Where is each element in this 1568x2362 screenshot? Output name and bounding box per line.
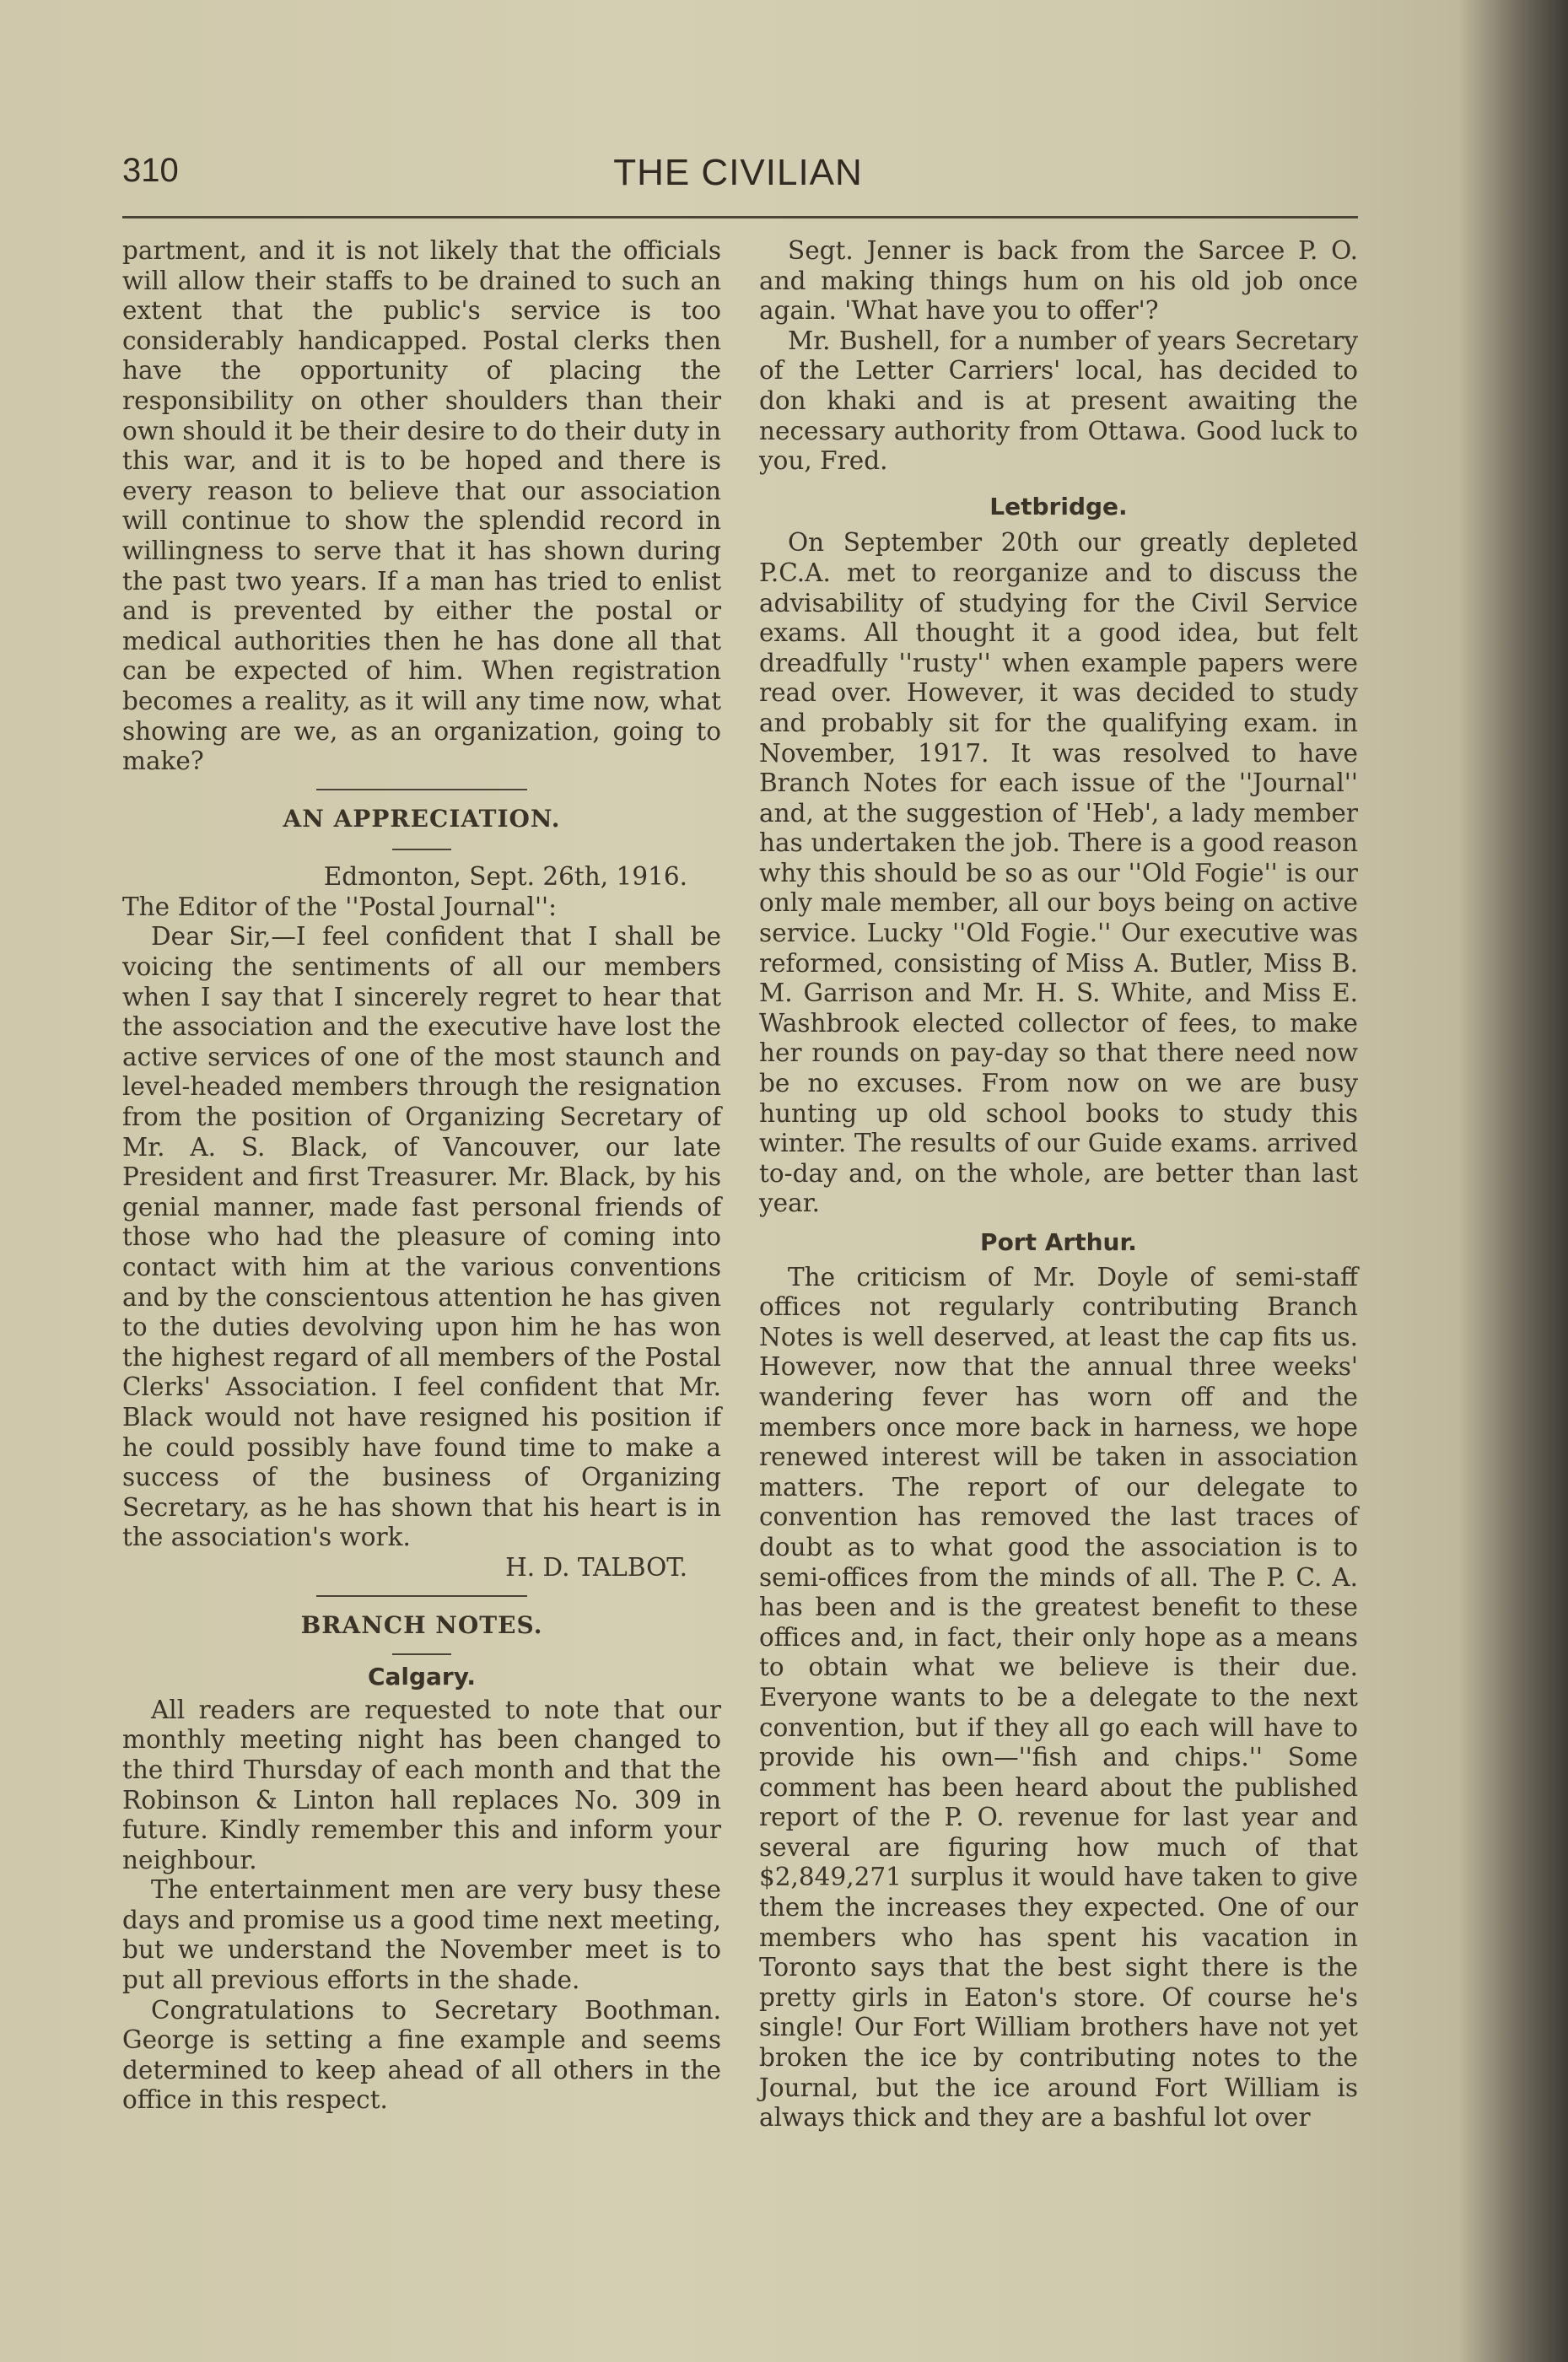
calgary-heading: Calgary.	[367, 1663, 477, 1691]
bushell-paragraph: Mr. Bushell, for a number of years Secretary of the Letter Carriers' local, has decided to don khaki and is at present awaiting the necessary authority from Ottawa. Good luck to you, Fred.	[759, 326, 1358, 476]
letter-salutation: The Editor of the ''Postal Journal'':	[122, 892, 558, 921]
letter-dateline: Edmonton, Sept. 26th, 1916.	[323, 862, 687, 892]
letter-body: Dear Sir,—I feel confident that I shall be voicing the sentiments of all our members when I say that I sincerely regret to hear that the association and the executive have lost the active services of one of the most staunch and level-headed members through the resignation from the position of Organizing Secretary of Mr. A. S. Black, of Vancouver, our late President and first Treasurer. Mr. Black, by his genial manner, made fast personal friends of those who had the pleasure of coming into contact with him at the various conventions and by the conscientous attention he has given to the duties devolving upon him he has won the highest regard of all members of the Postal Clerks' Association. I feel confident that Mr. Black would not have resigned his position if he could possibly have found time to make a success of the business of Organizing Secretary, as he has shown that his heart is in the association's work.	[122, 922, 721, 1552]
lethbridge-paragraph: On September 20th our greatly depleted P.C.A. met to reorganize and to discuss the advisability of studying for the Civil Service exams. All thought it a good idea, but felt dreadfully ''rusty'' when example papers were read over. However, it was decided to study and probably sit for the qualifying exam. in November, 1917. It was resolved to have Branch Notes for each issue of the ''Journal'' and, at the suggestion of 'Heb', a lady member has undertaken the job. There is a good reason why this should be so as our ''Old Fogie'' is our only male member, all our boys being on active service. Lucky ''Old Fogie.'' Our executive was reformed, consisting of Miss A. Butler, Miss B. M. Garrison and Mr. H. S. White, and Miss E. Washbrook elected collector of fees, to make her rounds on pay-day so that there need now be no excuses. From now on we are busy hunting up old school books to study this winter. The results of our Guide exams. arrived to-day and, on the whole, are better than last year.	[759, 528, 1358, 1218]
header-rule	[122, 216, 1358, 218]
lethbridge-heading: Letbridge.	[989, 492, 1128, 520]
journal-title: THE CIVILIAN	[613, 152, 863, 193]
appreciation-heading: AN APPRECIATION.	[283, 804, 561, 833]
branch-notes-heading: BRANCH NOTES.	[300, 1610, 543, 1639]
section-divider	[316, 789, 527, 790]
continuation-paragraph: partment, and it is not likely that the officials will allow their staffs to be drained to such an extent that the public's service is too considerably handicapped. Postal clerks then have the opportunity of placing the responsibility on other shoulders than their own should it be their desire to do their duty in this war, and it is to be hoped and there is every reason to believe that our association will continue to show the splendid record in willingness to serve that it has shown during the past two years. If a man has tried to enlist and is prevented by either the postal or medical authorities then he has done all that can be expected of him. When registration becomes a reality, as it will any time now, what showing are we, as an organization, going to make?	[122, 236, 721, 776]
calgary-paragraph: The entertainment men are very busy these days and promise us a good time next meeting, but we understand the November meet is to put all previous efforts in the shade.	[122, 1875, 721, 1995]
short-divider	[392, 1653, 451, 1655]
letter-signature: H. D. TALBOT.	[505, 1552, 687, 1582]
short-divider	[392, 849, 451, 850]
calgary-paragraph: All readers are requested to note that our monthly meeting night has been changed to the third Thursday of each month and that the Robinson & Linton hall replaces No. 309 in future. Kindly remember this and inform your neighbour.	[122, 1695, 721, 1874]
right-column	[759, 236, 1358, 2133]
left-column	[122, 236, 721, 2116]
page-number: 310	[122, 152, 179, 189]
section-divider	[316, 1595, 527, 1597]
calgary-paragraph: Congratulations to Secretary Boothman. George is setting a fine example and seems determined to keep ahead of all others in the office in this respect.	[122, 1995, 721, 2115]
port-arthur-paragraph: The criticism of Mr. Doyle of semi-staff offices not regularly contributing Branch Notes is well deserved, at least the cap fits us. However, now that the annual three weeks' wandering fever has worn off and the members once more back in harness, we hope renewed interest will be taken in association matters. The report of our delegate to convention has removed the last traces of doubt as to what good the association is to semi-offices from the minds of all. The P. C. A. has been and is the greatest benefit to these offices and, in fact, their only hope as a means to obtain what we believe is their due. Everyone wants to be a delegate to the next convention, but if they all go each will have to provide his own—''fish and chips.'' Some comment has been heard about the published report of the P. O. revenue for last year and several are figuring how much of that $2,849,271 surplus it would have taken to give them the increases they expected. One of our members who has spent his vacation in Toronto says that the best sight there is the pretty girls in Eaton's store. Of course he's single! Our Fort William brothers have not yet broken the ice by contributing notes to the Journal, but the ice around Fort William is always thick and they are a bashful lot over	[759, 1262, 1358, 2133]
port-arthur-heading: Port Arthur.	[980, 1228, 1137, 1256]
jenner-paragraph: Segt. Jenner is back from the Sarcee P. O. and making things hum on his old job once again. 'What have you to offer'?	[759, 236, 1358, 326]
page-header	[122, 152, 1354, 211]
